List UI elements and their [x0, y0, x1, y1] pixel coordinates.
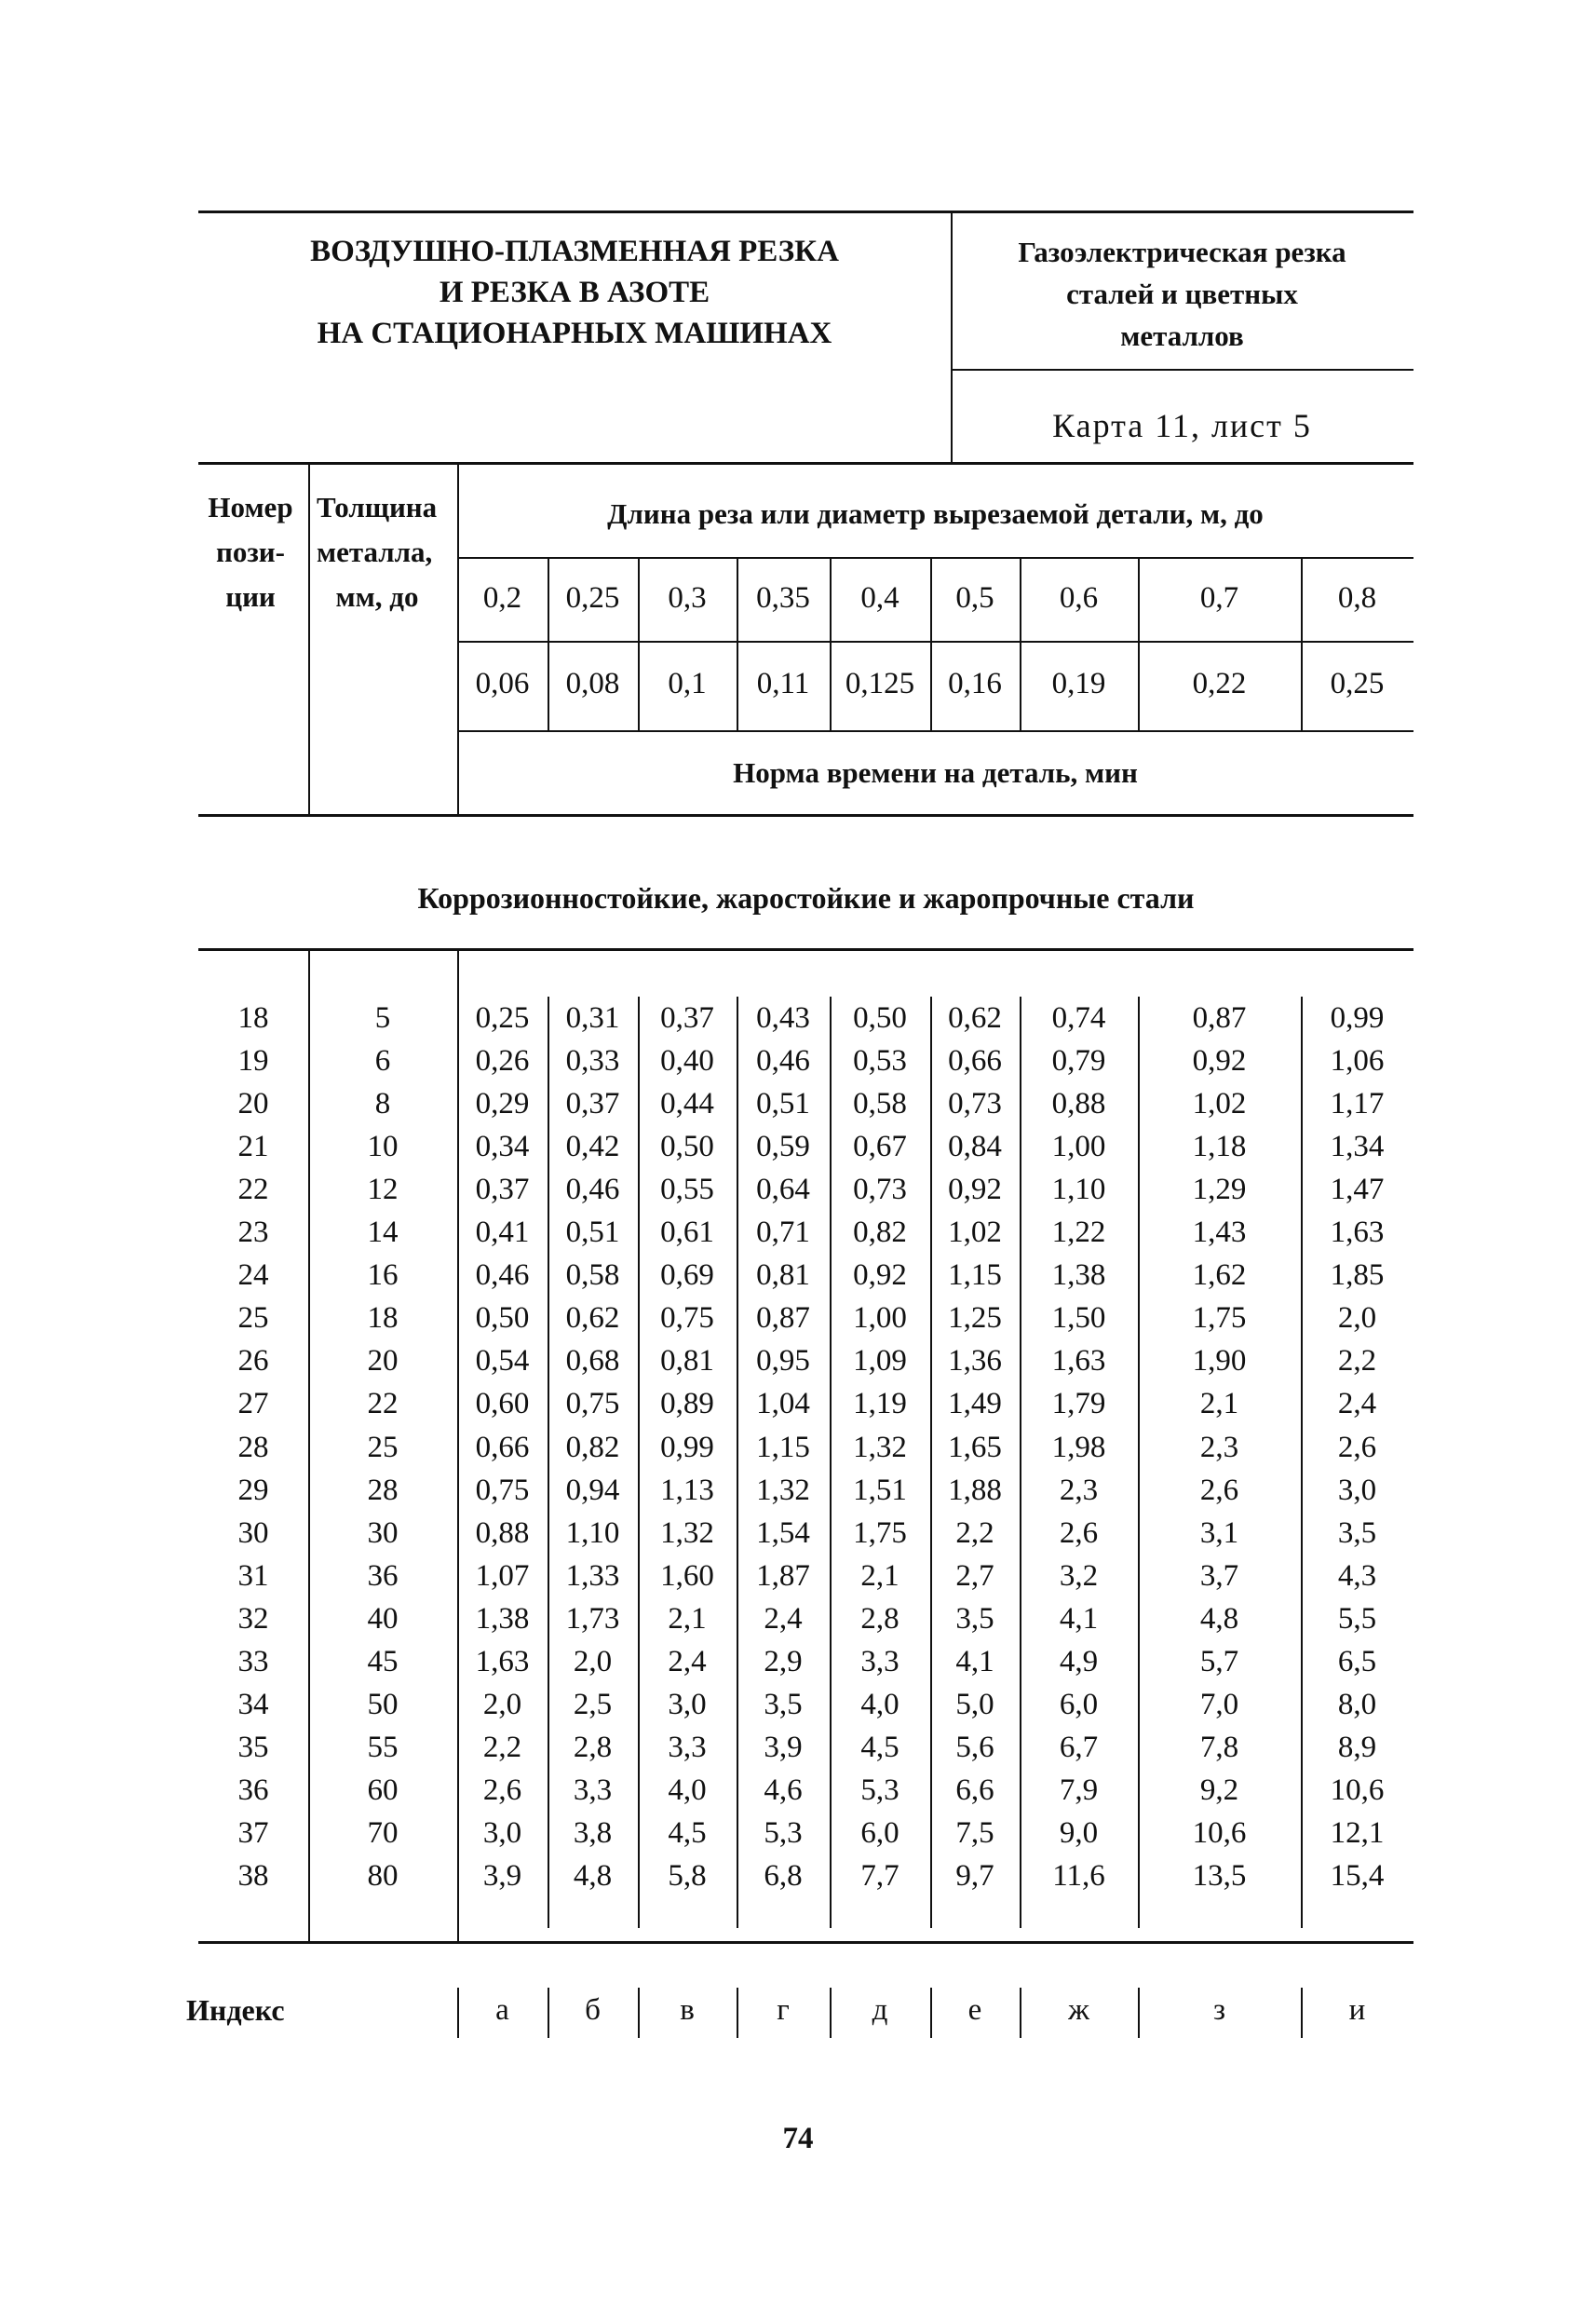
position-number: 20: [237, 1087, 269, 1121]
norm-value: 3,5: [1337, 1516, 1377, 1550]
index-value: в: [680, 1993, 695, 2027]
position-number: 18: [237, 1001, 269, 1035]
norm-value: 0,92: [853, 1258, 907, 1292]
norm-value: 1,17: [1330, 1087, 1385, 1121]
norm-value: 0,37: [475, 1173, 530, 1206]
norm-value: 2,5: [573, 1688, 613, 1721]
norm-value: 2,1: [668, 1602, 707, 1636]
thickness-value: 20: [367, 1344, 399, 1378]
norm-value: 0,68: [565, 1344, 620, 1378]
norm-value: 4,5: [668, 1816, 707, 1850]
position-number: 19: [237, 1044, 269, 1078]
norm-value: 0,62: [565, 1301, 620, 1335]
norm-value: 0,58: [853, 1087, 907, 1121]
norm-value: 1,00: [1051, 1130, 1106, 1163]
position-number: 24: [237, 1258, 269, 1292]
norm-value: 4,6: [764, 1773, 803, 1807]
norm-value: 1,10: [565, 1516, 620, 1550]
norm-value: 7,0: [1199, 1688, 1239, 1721]
norm-value: 1,10: [1051, 1173, 1106, 1206]
index-value: д: [872, 1993, 888, 2027]
norm-value: 1,65: [948, 1431, 1002, 1464]
section-title: Коррозионностойкие, жаростойкие и жаропрочные стали: [417, 881, 1195, 915]
norm-value: 1,90: [1192, 1344, 1247, 1378]
length-value: 0,7: [1199, 581, 1239, 615]
norm-value: 2,0: [482, 1688, 522, 1721]
norm-value: 4,0: [668, 1773, 707, 1807]
norm-value: 2,6: [482, 1773, 522, 1807]
norm-value: 5,3: [764, 1816, 803, 1850]
thickness-value: 16: [367, 1258, 399, 1292]
norm-value: 1,13: [660, 1474, 714, 1507]
norm-value: 3,9: [482, 1859, 522, 1893]
norm-value: 2,4: [668, 1645, 707, 1678]
thickness-value: 10: [367, 1130, 399, 1163]
norm-value: 4,0: [860, 1688, 899, 1721]
norm-value: 1,33: [565, 1559, 620, 1593]
length-value: 0,4: [860, 581, 899, 615]
norm-value: 1,43: [1192, 1216, 1247, 1249]
title-line-3: НА СТАЦИОНАРНЫХ МАШИНАХ: [317, 317, 832, 350]
norm-value: 2,2: [482, 1731, 522, 1764]
norm-value: 0,82: [853, 1216, 907, 1249]
norm-value: 3,5: [955, 1602, 994, 1636]
norm-value: 1,63: [475, 1645, 530, 1678]
norm-value: 0,92: [948, 1173, 1002, 1206]
norm-value: 0,87: [756, 1301, 810, 1335]
position-number: 36: [237, 1773, 269, 1807]
thickness-value: 80: [367, 1859, 399, 1893]
length-value: 0,6: [1059, 581, 1099, 615]
thickness-value: 60: [367, 1773, 399, 1807]
thickness-value: 5: [374, 1001, 391, 1035]
position-header: [192, 485, 309, 619]
norm-value: 1,63: [1330, 1216, 1385, 1249]
norm-value: 1,07: [475, 1559, 530, 1593]
length-value: 0,2: [482, 581, 522, 615]
norm-value: 1,19: [853, 1387, 907, 1420]
thickness-value: 8: [374, 1087, 391, 1121]
index-value: е: [967, 1993, 982, 2027]
table-header-bottom-rule: [198, 814, 1413, 817]
subtitle-line-3: металлов: [1120, 319, 1244, 352]
norm-value: 4,8: [1199, 1602, 1239, 1636]
norm-value: 0,66: [475, 1431, 530, 1464]
norm-value: 0,64: [756, 1173, 810, 1206]
norm-value: 0,54: [475, 1344, 530, 1378]
norm-value: 1,60: [660, 1559, 714, 1593]
norm-value: 2,3: [1199, 1431, 1239, 1464]
document-title: [198, 231, 951, 354]
norm-value: 6,5: [1337, 1645, 1377, 1678]
norm-value: 9,7: [955, 1859, 994, 1893]
position-header-line-3: ции: [225, 580, 276, 613]
subtitle-line-2: сталей и цветных: [1066, 278, 1298, 310]
norm-value: 0,81: [756, 1258, 810, 1292]
norm-value: 4,1: [955, 1645, 994, 1678]
norm-value: 2,1: [860, 1559, 899, 1593]
norm-value: 1,32: [756, 1474, 810, 1507]
norm-value: 0,62: [948, 1001, 1002, 1035]
norm-value: 0,59: [756, 1130, 810, 1163]
norm-value: 1,00: [853, 1301, 907, 1335]
diameter-value: 0,11: [756, 667, 810, 700]
length-value: 0,25: [565, 581, 620, 615]
thickness-value: 40: [367, 1602, 399, 1636]
norm-value: 1,85: [1330, 1258, 1385, 1292]
norm-value: 1,38: [475, 1602, 530, 1636]
norm-value: 6,0: [1059, 1688, 1099, 1721]
norm-value: 3,0: [1337, 1474, 1377, 1507]
norm-value: 4,8: [573, 1859, 613, 1893]
title-line-2: И РЕЗКА В АЗОТЕ: [439, 276, 710, 309]
norm-value: 1,15: [756, 1431, 810, 1464]
norm-value: 0,50: [660, 1130, 714, 1163]
position-number: 25: [237, 1301, 269, 1335]
thickness-value: 25: [367, 1431, 399, 1464]
card-label: Карта 11, лист 5: [1052, 407, 1312, 444]
top-rule: [198, 211, 1413, 213]
norm-value: 1,06: [1330, 1044, 1385, 1078]
norm-value: 10,6: [1330, 1773, 1385, 1807]
position-number: 29: [237, 1474, 269, 1507]
norm-value: 4,9: [1059, 1645, 1099, 1678]
position-number: 26: [237, 1344, 269, 1378]
norm-value: 1,49: [948, 1387, 1002, 1420]
length-value: 0,8: [1337, 581, 1377, 615]
norm-value: 7,8: [1199, 1731, 1239, 1764]
norm-value: 12,1: [1330, 1816, 1385, 1850]
index-label: Индекс: [186, 1993, 285, 2027]
norm-value: 2,6: [1059, 1516, 1099, 1550]
norm-value: 13,5: [1192, 1859, 1247, 1893]
norm-value: 0,46: [565, 1173, 620, 1206]
norm-value: 0,87: [1192, 1001, 1247, 1035]
norm-value: 0,29: [475, 1087, 530, 1121]
norm-value: 2,8: [573, 1731, 613, 1764]
norm-value: 1,22: [1051, 1216, 1106, 1249]
page-number: 74: [782, 2122, 814, 2155]
norm-value: 0,74: [1051, 1001, 1106, 1035]
norm-value: 3,8: [573, 1816, 613, 1850]
norm-value: 2,2: [1337, 1344, 1377, 1378]
thickness-header-line-3: мм, до: [335, 580, 419, 613]
norm-value: 0,55: [660, 1173, 714, 1206]
norm-value: 1,02: [1192, 1087, 1247, 1121]
card-rule: [951, 369, 1413, 371]
norm-value: 0,89: [660, 1387, 714, 1420]
norm-header: Норма времени на деталь, мин: [733, 756, 1138, 789]
norm-value: 3,9: [764, 1731, 803, 1764]
norm-value: 4,5: [860, 1731, 899, 1764]
index-value: б: [585, 1993, 601, 2027]
norm-value: 0,61: [660, 1216, 714, 1249]
diameter-value: 0,06: [475, 667, 530, 700]
thickness-header: [317, 485, 456, 619]
norm-value: 0,46: [756, 1044, 810, 1078]
position-number: 32: [237, 1602, 269, 1636]
index-value: а: [495, 1993, 509, 2027]
norm-value: 0,99: [1330, 1001, 1385, 1035]
position-number: 21: [237, 1130, 269, 1163]
norm-value: 1,54: [756, 1516, 810, 1550]
norm-value: 1,62: [1192, 1258, 1247, 1292]
norm-value: 0,75: [660, 1301, 714, 1335]
norm-value: 0,46: [475, 1258, 530, 1292]
norm-value: 4,1: [1059, 1602, 1099, 1636]
thickness-value: 70: [367, 1816, 399, 1850]
norm-value: 5,5: [1337, 1602, 1377, 1636]
document-subtitle: [951, 231, 1413, 357]
position-number: 30: [237, 1516, 269, 1550]
title-line-1: ВОЗДУШНО-ПЛАЗМЕННАЯ РЕЗКА: [310, 235, 839, 268]
norm-value: 0,26: [475, 1044, 530, 1078]
norm-value: 6,7: [1059, 1731, 1099, 1764]
norm-value: 3,7: [1199, 1559, 1239, 1593]
norm-value: 1,51: [853, 1474, 907, 1507]
thickness-value: 18: [367, 1301, 399, 1335]
norm-value: 0,34: [475, 1130, 530, 1163]
thickness-value: 6: [374, 1044, 391, 1078]
norm-value: 7,9: [1059, 1773, 1099, 1807]
length-rule: [457, 557, 1413, 559]
norm-value: 3,3: [668, 1731, 707, 1764]
norm-value: 0,25: [475, 1001, 530, 1035]
thickness-value: 22: [367, 1387, 399, 1420]
diameter-value: 0,19: [1051, 667, 1106, 700]
norm-value: 0,73: [853, 1173, 907, 1206]
norm-value: 2,4: [764, 1602, 803, 1636]
norm-value: 8,0: [1337, 1688, 1377, 1721]
norm-value: 2,6: [1337, 1431, 1377, 1464]
norm-value: 6,0: [860, 1816, 899, 1850]
diameter-value: 0,08: [565, 667, 620, 700]
position-number: 37: [237, 1816, 269, 1850]
norm-value: 0,60: [475, 1387, 530, 1420]
position-number: 34: [237, 1688, 269, 1721]
norm-value: 0,50: [475, 1301, 530, 1335]
norm-value: 2,2: [955, 1516, 994, 1550]
table-top-rule: [198, 462, 1413, 465]
norm-value: 3,5: [764, 1688, 803, 1721]
norm-value: 5,3: [860, 1773, 899, 1807]
diameter-value: 0,1: [668, 667, 707, 700]
position-number: 27: [237, 1387, 269, 1420]
position-header-line-2: пози-: [215, 536, 285, 568]
length-value: 0,3: [668, 581, 707, 615]
position-number: 31: [237, 1559, 269, 1593]
norm-value: 1,98: [1051, 1431, 1106, 1464]
norm-value: 4,3: [1337, 1559, 1377, 1593]
norm-value: 0,51: [756, 1087, 810, 1121]
norm-value: 0,88: [1051, 1087, 1106, 1121]
norm-value: 0,88: [475, 1516, 530, 1550]
norm-value: 0,75: [565, 1387, 620, 1420]
thickness-value: 28: [367, 1474, 399, 1507]
norm-value: 0,82: [565, 1431, 620, 1464]
norm-value: 1,75: [1192, 1301, 1247, 1335]
index-value: г: [777, 1993, 790, 2027]
norm-value: 2,6: [1199, 1474, 1239, 1507]
norm-value: 5,6: [955, 1731, 994, 1764]
norm-value: 1,36: [948, 1344, 1002, 1378]
index-value: и: [1348, 1993, 1366, 2027]
norm-value: 0,40: [660, 1044, 714, 1078]
length-value: 0,5: [955, 581, 994, 615]
norm-value: 0,79: [1051, 1044, 1106, 1078]
position-number: 23: [237, 1216, 269, 1249]
norm-value: 1,25: [948, 1301, 1002, 1335]
norm-value: 5,0: [955, 1688, 994, 1721]
norm-value: 15,4: [1330, 1859, 1385, 1893]
norm-value: 7,5: [955, 1816, 994, 1850]
norm-value: 2,7: [955, 1559, 994, 1593]
norm-value: 1,32: [660, 1516, 714, 1550]
body-bottom-rule: [198, 1941, 1413, 1944]
norm-value: 7,7: [860, 1859, 899, 1893]
norm-value: 0,81: [660, 1344, 714, 1378]
norm-rule: [457, 730, 1413, 732]
norm-value: 0,44: [660, 1087, 714, 1121]
norm-value: 1,88: [948, 1474, 1002, 1507]
norm-value: 0,94: [565, 1474, 620, 1507]
norm-value: 0,37: [660, 1001, 714, 1035]
thickness-value: 30: [367, 1516, 399, 1550]
position-number: 22: [237, 1173, 269, 1206]
norm-value: 0,42: [565, 1130, 620, 1163]
norm-value: 0,50: [853, 1001, 907, 1035]
norm-value: 9,0: [1059, 1816, 1099, 1850]
norm-value: 0,43: [756, 1001, 810, 1035]
norm-value: 3,3: [573, 1773, 613, 1807]
diameter-value: 0,16: [948, 667, 1002, 700]
norm-value: 0,41: [475, 1216, 530, 1249]
norm-value: 1,02: [948, 1216, 1002, 1249]
thickness-header-line-2: металла,: [317, 536, 433, 568]
norm-value: 5,7: [1199, 1645, 1239, 1678]
length-value: 0,35: [756, 581, 810, 615]
norm-value: 0,84: [948, 1130, 1002, 1163]
norm-value: 1,15: [948, 1258, 1002, 1292]
norm-value: 1,32: [853, 1431, 907, 1464]
diameter-value: 0,22: [1192, 667, 1247, 700]
norm-value: 3,0: [668, 1688, 707, 1721]
norm-value: 1,47: [1330, 1173, 1385, 1206]
norm-value: 0,33: [565, 1044, 620, 1078]
norm-value: 2,0: [573, 1645, 613, 1678]
norm-value: 0,95: [756, 1344, 810, 1378]
norm-value: 3,2: [1059, 1559, 1099, 1593]
index-value: з: [1212, 1993, 1226, 2027]
norm-value: 1,50: [1051, 1301, 1106, 1335]
thickness-value: 12: [367, 1173, 399, 1206]
norm-value: 9,2: [1199, 1773, 1239, 1807]
position-number: 28: [237, 1431, 269, 1464]
norm-value: 0,99: [660, 1431, 714, 1464]
norm-value: 0,92: [1192, 1044, 1247, 1078]
position-number: 33: [237, 1645, 269, 1678]
norm-value: 1,87: [756, 1559, 810, 1593]
position-header-line-1: Номер: [208, 491, 293, 523]
norm-value: 1,29: [1192, 1173, 1247, 1206]
norm-value: 10,6: [1192, 1816, 1247, 1850]
index-value: ж: [1068, 1993, 1089, 2027]
norm-value: 1,79: [1051, 1387, 1106, 1420]
norm-value: 1,73: [565, 1602, 620, 1636]
norm-value: 0,73: [948, 1087, 1002, 1121]
norm-value: 3,0: [482, 1816, 522, 1850]
norm-value: 0,37: [565, 1087, 620, 1121]
norm-value: 1,63: [1051, 1344, 1106, 1378]
norm-value: 2,9: [764, 1645, 803, 1678]
norm-value: 0,69: [660, 1258, 714, 1292]
diameter-value: 0,125: [845, 667, 915, 700]
norm-value: 0,51: [565, 1216, 620, 1249]
position-number: 35: [237, 1731, 269, 1764]
norm-value: 1,75: [853, 1516, 907, 1550]
norm-value: 1,04: [756, 1387, 810, 1420]
norm-value: 1,38: [1051, 1258, 1106, 1292]
thickness-value: 55: [367, 1731, 399, 1764]
norm-value: 1,34: [1330, 1130, 1385, 1163]
body-top-rule: [198, 948, 1413, 951]
norm-value: 1,18: [1192, 1130, 1247, 1163]
norm-value: 0,31: [565, 1001, 620, 1035]
norm-value: 11,6: [1052, 1859, 1105, 1893]
norm-value: 2,3: [1059, 1474, 1099, 1507]
norm-value: 1,09: [853, 1344, 907, 1378]
thickness-value: 50: [367, 1688, 399, 1721]
norm-value: 3,1: [1199, 1516, 1239, 1550]
norm-value: 0,53: [853, 1044, 907, 1078]
norm-value: 3,3: [860, 1645, 899, 1678]
norm-value: 2,0: [1337, 1301, 1377, 1335]
thickness-value: 14: [367, 1216, 399, 1249]
norm-value: 8,9: [1337, 1731, 1377, 1764]
length-header: Длина реза или диаметр вырезаемой детали, м, до: [607, 497, 1264, 530]
diameter-value: 0,25: [1330, 667, 1385, 700]
norm-value: 0,58: [565, 1258, 620, 1292]
norm-value: 2,4: [1337, 1387, 1377, 1420]
diameter-rule: [457, 641, 1413, 643]
subtitle-line-1: Газоэлектрическая резка: [1018, 236, 1346, 268]
norm-value: 6,6: [955, 1773, 994, 1807]
position-number: 38: [237, 1859, 269, 1893]
norm-value: 5,8: [668, 1859, 707, 1893]
thickness-header-line-1: Толщина: [317, 491, 438, 523]
norm-value: 2,1: [1199, 1387, 1239, 1420]
norm-value: 0,66: [948, 1044, 1002, 1078]
thickness-value: 36: [367, 1559, 399, 1593]
norm-value: 0,67: [853, 1130, 907, 1163]
norm-value: 0,75: [475, 1474, 530, 1507]
norm-value: 2,8: [860, 1602, 899, 1636]
norm-value: 6,8: [764, 1859, 803, 1893]
norm-value: 0,71: [756, 1216, 810, 1249]
thickness-value: 45: [367, 1645, 399, 1678]
